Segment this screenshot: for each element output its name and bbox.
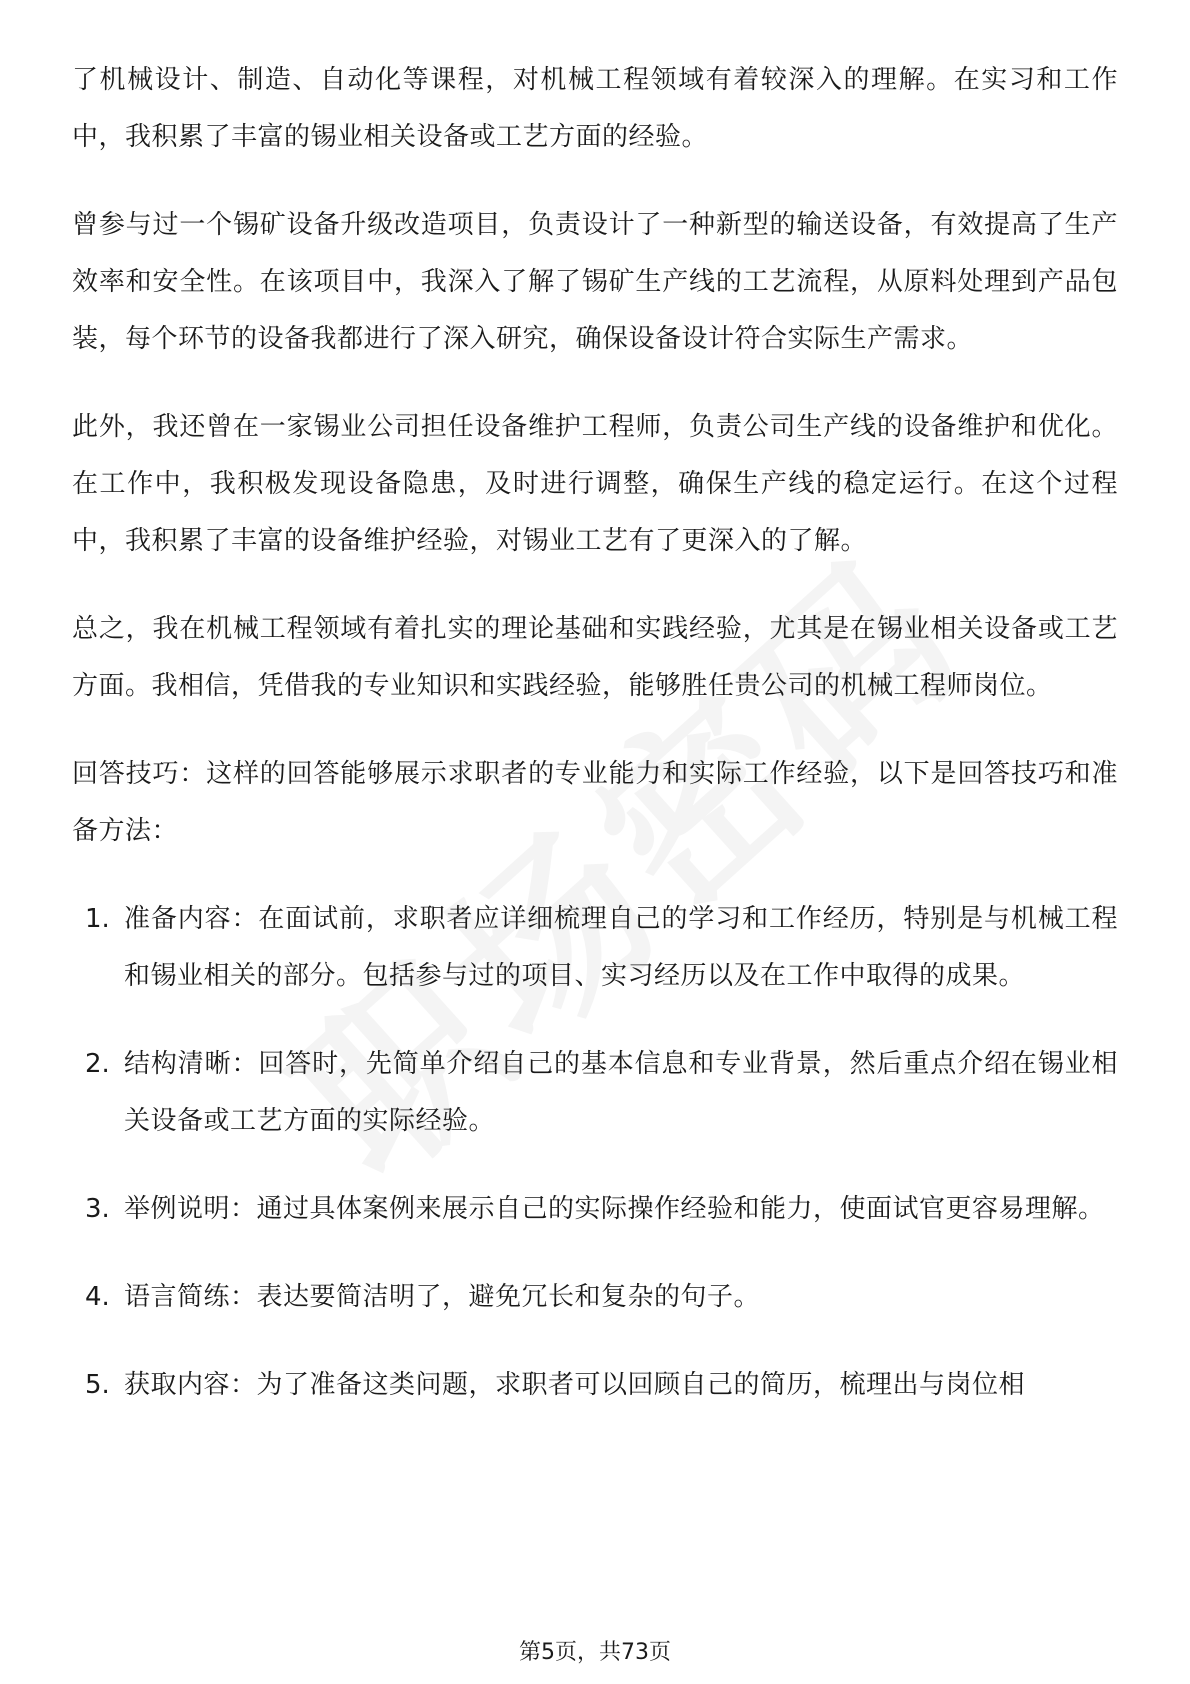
list-text: 准备内容：在面试前，求职者应详细梳理自己的学习和工作经历，特别是与机械工程和锡业相关的部分。包括参与过的项目、实习经历以及在工作中取得的成果。 — [124, 904, 1118, 991]
list-number: 4. — [85, 1282, 110, 1312]
list-number: 1. — [85, 904, 110, 934]
paragraph-2: 曾参与过一个锡矿设备升级改造项目，负责设计了一种新型的输送设备，有效提高了生产效率和安全性。在该项目中，我深入了解了锡矿生产线的工艺流程，从原料处理到产品包装，每个环节的设备我都进行了深入研究，确保设备设计符合实际生产需求。 — [72, 210, 1118, 354]
paragraph-4: 总之，我在机械工程领域有着扎实的理论基础和实践经验，尤其是在锡业相关设备或工艺方面。我相信，凭借我的专业知识和实践经验，能够胜任贵公司的机械工程师岗位。 — [72, 614, 1118, 701]
list-item — [72, 1181, 1118, 1238]
paragraph-5: 回答技巧：这样的回答能够展示求职者的专业能力和实际工作经验，以下是回答技巧和准备方法： — [72, 759, 1118, 846]
paragraph-3: 此外，我还曾在一家锡业公司担任设备维护工程师，负责公司生产线的设备维护和优化。在工作中，我积极发现设备隐患，及时进行调整，确保生产线的稳定运行。在这个过程中，我积累了丰富的设备维护经验，对锡业工艺有了更深入的了解。 — [72, 412, 1118, 556]
list-text: 举例说明：通过具体案例来展示自己的实际操作经验和能力，使面试官更容易理解。 — [124, 1194, 1105, 1224]
list-item — [72, 891, 1118, 1005]
paragraph-1: 了机械设计、制造、自动化等课程，对机械工程领域有着较深入的理解。在实习和工作中，我积累了丰富的锡业相关设备或工艺方面的经验。 — [72, 65, 1118, 152]
list-text: 获取内容：为了准备这类问题，求职者可以回顾自己的简历，梳理出与岗位相 — [124, 1370, 1026, 1400]
list-number: 5. — [85, 1370, 110, 1400]
list-item — [72, 1036, 1118, 1150]
list-item — [72, 1357, 1118, 1414]
page-content — [72, 52, 1118, 1414]
list-text: 语言简练：表达要简洁明了，避免冗长和复杂的句子。 — [124, 1282, 761, 1312]
list-item — [72, 1269, 1118, 1326]
list-text: 结构清晰：回答时，先简单介绍自己的基本信息和专业背景，然后重点介绍在锡业相关设备或工艺方面的实际经验。 — [124, 1049, 1118, 1136]
list-number: 2. — [85, 1049, 110, 1079]
page-number-footer: 第5页，共73页 — [519, 1640, 671, 1665]
tips-list — [72, 891, 1118, 1414]
list-number: 3. — [85, 1194, 110, 1224]
